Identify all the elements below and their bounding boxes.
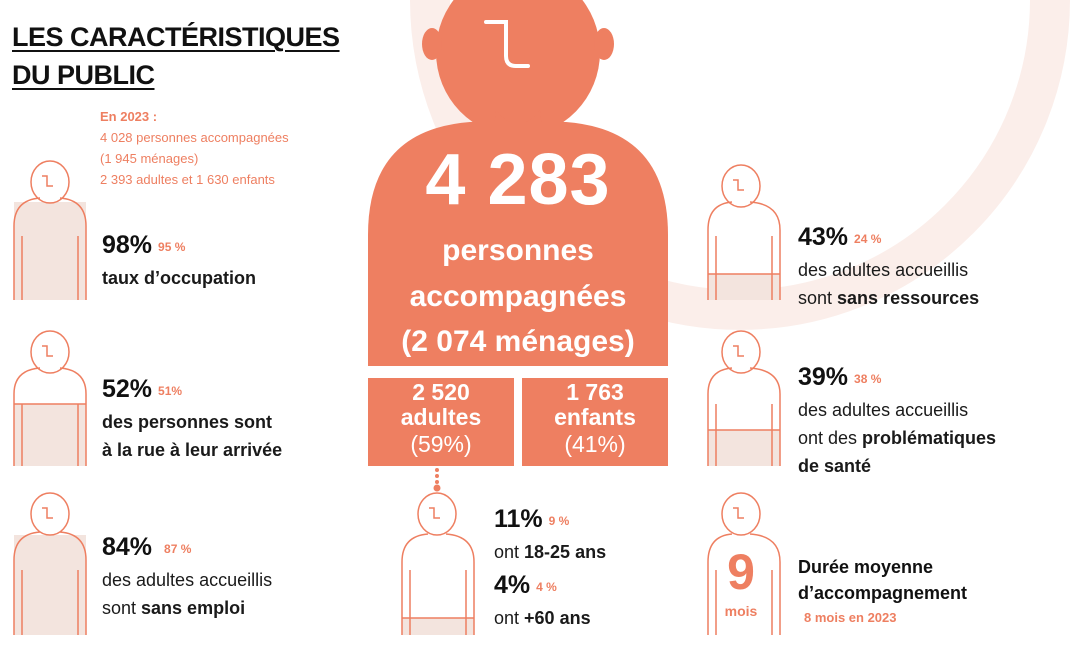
intro-line-1: 4 028 personnes accompagnées — [100, 130, 289, 145]
person-figure-no-income — [708, 165, 780, 300]
street-desc-2: à la rue à leur arrivée — [102, 440, 283, 460]
duration-desc-2: d’accompagnement — [798, 583, 968, 603]
occupation-desc: taux d’occupation — [102, 268, 257, 288]
street-value: 52% — [102, 375, 153, 403]
duration-desc-1: Durée moyenne — [798, 557, 934, 577]
person-figure-health — [708, 331, 780, 466]
total-count: 4 283 — [425, 140, 611, 220]
old-value: 4% — [494, 571, 531, 599]
young-value: 11% — [494, 505, 543, 533]
intro-line-2: (1 945 ménages) — [100, 151, 199, 166]
duration-number: 9 — [727, 544, 755, 600]
dotted-connector — [434, 468, 441, 492]
stat-duration — [798, 554, 967, 606]
stat-no-income — [798, 222, 979, 312]
street-prev: 51% — [158, 384, 183, 398]
street-desc-1: des personnes sont — [102, 412, 273, 432]
no-income-desc-1: des adultes accueillis — [798, 260, 969, 280]
old-desc-bold: +60 ans — [524, 608, 591, 628]
unemployed-desc-1: des adultes accueillis — [102, 570, 273, 590]
health-desc-3-bold: de santé — [798, 456, 872, 476]
young-prev: 9 % — [548, 514, 570, 528]
young-desc-bold: 18-25 ans — [524, 542, 607, 562]
old-desc-pre: ont — [494, 608, 525, 628]
stat-street — [102, 374, 282, 464]
children-label: enfants — [554, 404, 636, 430]
person-figure-street — [14, 331, 86, 466]
unemployed-desc-2-pre: sont — [102, 598, 142, 618]
stat-unemployed — [102, 532, 272, 622]
households-count: (2 074 ménages) — [401, 325, 635, 358]
person-figure-occupation — [14, 161, 86, 300]
stat-age — [494, 504, 606, 632]
person-figure-unemployed — [14, 493, 86, 635]
unemployed-prev: 87 % — [164, 542, 192, 556]
unemployed-value: 84% — [102, 533, 153, 561]
health-desc-2-bold: problématiques — [862, 428, 997, 448]
children-pct: (41%) — [564, 431, 626, 457]
total-label-1: personnes — [442, 234, 594, 267]
health-desc-1: des adultes accueillis — [798, 400, 969, 420]
old-prev: 4 % — [536, 580, 557, 594]
children-count: 1 763 — [566, 379, 624, 405]
duration-unit: mois — [724, 603, 758, 619]
intro-year: En 2023 : — [100, 109, 158, 124]
total-label-2: accompagnées — [409, 280, 627, 313]
title-line-1: LES CARACTÉRISTIQUES — [12, 22, 340, 52]
page-title — [12, 18, 340, 94]
intro-line-3: 2 393 adultes et 1 630 enfants — [100, 172, 275, 187]
no-income-prev: 24 % — [854, 232, 882, 246]
health-value: 39% — [798, 363, 849, 391]
health-prev: 38 % — [854, 372, 882, 386]
stat-occupation — [102, 230, 256, 292]
title-line-2: DU PUBLIC — [12, 60, 155, 90]
intro-2023 — [100, 106, 289, 190]
adults-pct: (59%) — [410, 431, 472, 457]
young-desc-pre: ont — [494, 542, 525, 562]
health-desc-2-pre: ont des — [798, 428, 863, 448]
adults-label: adultes — [400, 404, 482, 430]
person-figure-age — [402, 493, 474, 635]
occupation-value: 98% — [102, 231, 153, 259]
no-income-desc-2-bold: sans ressources — [837, 288, 980, 308]
duration-note: 8 mois en 2023 — [804, 610, 897, 625]
no-income-desc-2-pre: sont — [798, 288, 838, 308]
unemployed-desc-2-bold: sans emploi — [141, 598, 246, 618]
adults-count: 2 520 — [412, 379, 470, 405]
occupation-prev: 95 % — [158, 240, 186, 254]
stat-health — [798, 362, 996, 480]
no-income-value: 43% — [798, 223, 849, 251]
